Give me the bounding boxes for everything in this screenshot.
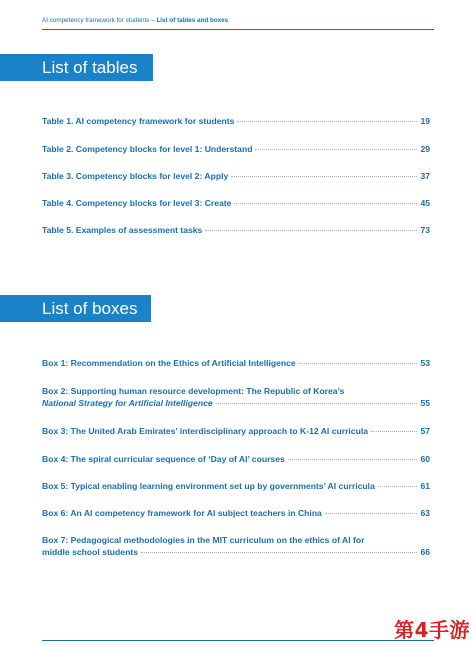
dot-leader <box>234 203 417 204</box>
running-head-section: List of tables and boxes <box>156 17 229 24</box>
box-entry-7[interactable] <box>42 534 430 558</box>
entry-page: 55 <box>420 398 430 408</box>
dot-leader <box>231 176 417 177</box>
entry-title: Box 3: The United Arab Emirates’ interdisciplinary approach to K-12 AI curricula <box>42 426 369 436</box>
tables-heading: List of tables <box>42 58 138 77</box>
entry-title: Table 5. Examples of assessment tasks <box>42 225 203 235</box>
dot-leader <box>299 363 417 364</box>
table-entry-3[interactable] <box>42 170 430 182</box>
footer-divider <box>42 640 434 641</box>
running-head <box>42 17 434 24</box>
box-entry-1[interactable] <box>42 357 430 369</box>
dot-leader <box>378 486 417 487</box>
dot-leader <box>255 149 417 150</box>
box-entry-4[interactable] <box>42 453 430 465</box>
entry-page: 57 <box>420 426 430 436</box>
entry-page: 60 <box>420 454 430 464</box>
table-entry-2[interactable] <box>42 143 430 155</box>
entry-page: 45 <box>420 198 430 208</box>
dot-leader <box>141 552 417 553</box>
entry-page: 73 <box>420 225 430 235</box>
entry-title: Box 6: An AI competency framework for AI subject teachers in China <box>42 508 322 518</box>
entry-page: 53 <box>420 358 430 368</box>
box-entry-6[interactable] <box>42 507 430 519</box>
watermark-logo: 第4手游 <box>394 618 470 642</box>
boxes-heading: List of boxes <box>42 299 138 318</box>
box-entry-2[interactable] <box>42 385 430 409</box>
running-head-prefix: AI competency framework for students – <box>42 17 157 24</box>
dot-leader <box>216 403 417 404</box>
entry-page: 29 <box>420 144 430 154</box>
header-divider <box>42 29 434 30</box>
entry-title: Table 3. Competency blocks for level 2: Apply <box>42 171 229 181</box>
entry-page: 66 <box>420 547 430 557</box>
entry-title: Table 1. AI competency framework for students <box>42 116 235 126</box>
entry-title-line1: Box 7: Pedagogical methodologies in the MIT curriculum on the ethics of AI for <box>42 535 365 545</box>
entry-page: 61 <box>420 481 430 491</box>
entry-title: Box 4: The spiral curricular sequence of ‘Day of AI’ courses <box>42 454 285 464</box>
dot-leader <box>237 121 417 122</box>
dot-leader <box>205 230 417 231</box>
entry-title-line1: Box 2: Supporting human resource development: The Republic of Korea’s <box>42 386 345 396</box>
box-entry-5[interactable] <box>42 480 430 492</box>
box-entry-3[interactable] <box>42 425 430 437</box>
dot-leader <box>288 459 417 460</box>
tables-heading-banner <box>0 54 153 81</box>
entry-title: Box 1: Recommendation on the Ethics of Artificial Intelligence <box>42 358 296 368</box>
table-entry-4[interactable] <box>42 197 430 209</box>
dot-leader <box>371 431 417 432</box>
entry-page: 37 <box>420 171 430 181</box>
table-entry-1[interactable] <box>42 115 430 127</box>
entry-title: Table 4. Competency blocks for level 3: Create <box>42 198 232 208</box>
entry-title: Table 2. Competency blocks for level 1: Understand <box>42 144 253 154</box>
table-entry-5[interactable] <box>42 224 430 236</box>
entry-title: Box 5: Typical enabling learning environment set up by governments’ AI curricula <box>42 481 375 491</box>
entry-title-line2: middle school students <box>42 547 138 557</box>
dot-leader <box>325 513 417 514</box>
entry-title-line2: National Strategy for Artificial Intelligence <box>42 398 213 408</box>
boxes-heading-banner <box>0 295 151 322</box>
entry-page: 19 <box>420 116 430 126</box>
entry-page: 63 <box>420 508 430 518</box>
